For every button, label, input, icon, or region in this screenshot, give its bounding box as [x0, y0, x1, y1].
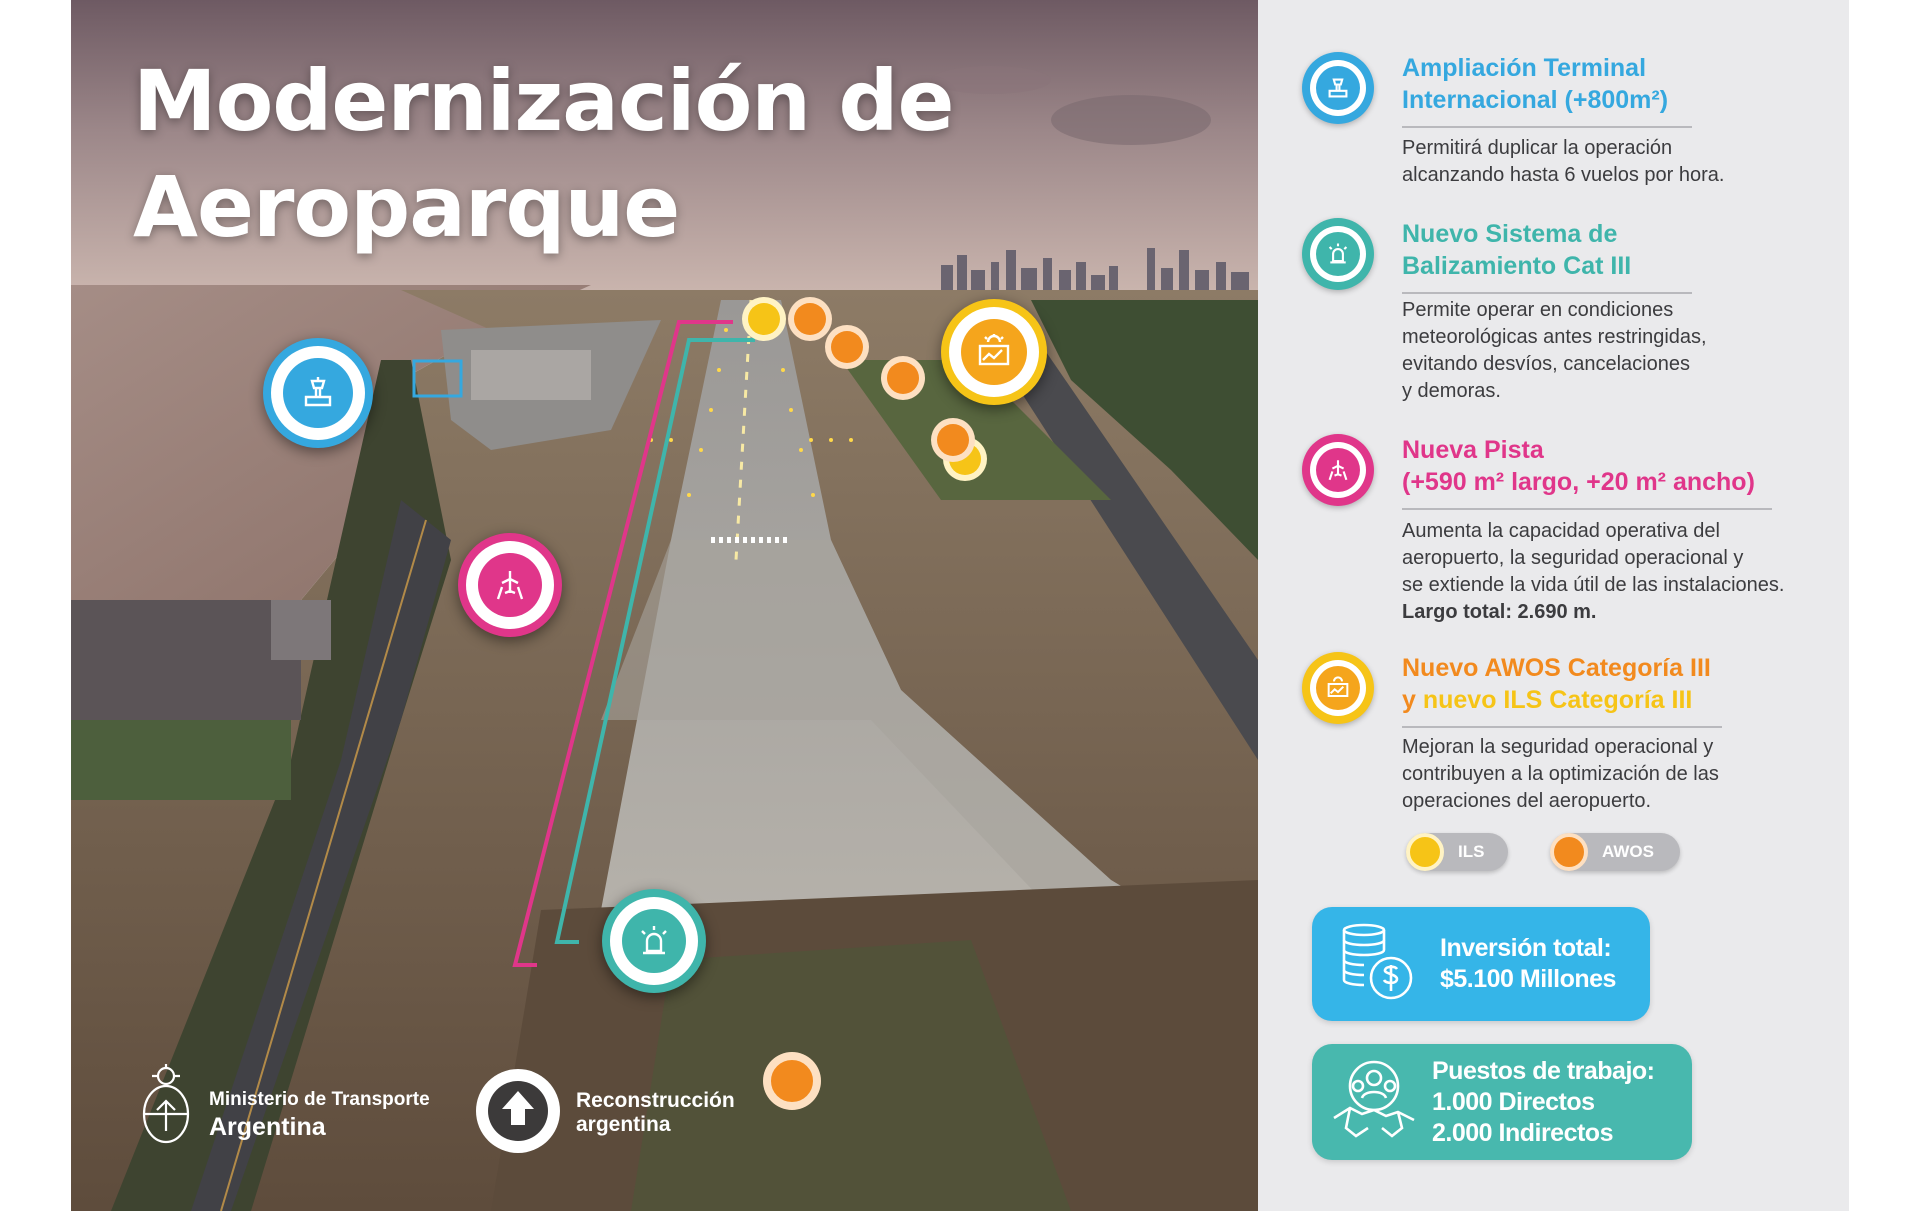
lighting-description: Permite operar en condiciones meteorológicas antes restringidas, evitando desvíos, cancelaciones y demoras. — [1402, 299, 1707, 402]
lighting-title: Nuevo Sistema de Balizamiento Cat III — [1402, 220, 1632, 280]
runway-item-badge — [1302, 434, 1374, 506]
runway-badge — [458, 533, 562, 637]
terminal-badge — [263, 338, 373, 448]
awos-marker — [931, 418, 975, 462]
terminal-description: Permitirá duplicar la operación alcanzando hasta 6 vuelos por hora. — [1402, 137, 1725, 186]
terminal-title: Ampliación Terminal Internacional (+800m²) — [1402, 54, 1669, 114]
awos-ils-badge — [941, 299, 1047, 405]
ministry-country: Argentina — [209, 1113, 326, 1141]
lighting-divider — [1402, 292, 1692, 294]
ils-marker — [742, 297, 786, 341]
title-line-2: Aeroparque — [133, 158, 680, 256]
jobs-card — [1312, 1044, 1692, 1160]
investment-text: Inversión total: $5.100 Millones — [1440, 934, 1616, 993]
control-tower-icon — [1324, 74, 1352, 102]
awos-ils-title: Nuevo AWOS Categoría III y nuevo ILS Categoría III — [1402, 654, 1711, 714]
runway-plane-icon — [1324, 456, 1352, 484]
national-coat-of-arms-icon — [137, 1064, 195, 1152]
up-arrow-icon — [474, 1067, 562, 1155]
info-panel — [1258, 0, 1849, 1211]
control-tower-icon — [298, 373, 338, 413]
lighting-badge — [602, 889, 706, 993]
terminal-divider — [1402, 126, 1692, 128]
beacon-light-icon — [1324, 240, 1352, 268]
awos-marker — [825, 325, 869, 369]
legend-ils: ILS — [1406, 833, 1508, 871]
lighting-item-badge — [1302, 218, 1374, 290]
awos-ils-description: Mejoran la seguridad operacional y contribuyen a la optimización de las operaciones del aeropuerto. — [1402, 736, 1719, 812]
investment-card — [1312, 907, 1650, 1021]
awos-ils-divider — [1402, 726, 1722, 728]
awos-ils-item-badge — [1302, 652, 1374, 724]
title-line-1: Modernización de — [133, 52, 954, 150]
coins-dollar-icon — [1336, 922, 1416, 1006]
reconstruccion-line-2: argentina — [576, 1113, 671, 1136]
runway-plane-icon — [490, 565, 530, 605]
weather-monitor-icon — [1324, 674, 1352, 702]
runway-description: Aumenta la capacidad operativa del aeropuerto, la seguridad operacional y se extiende la vida útil de las instalaciones. Largo total: 2.690 m. — [1402, 520, 1785, 623]
handshake-people-icon — [1328, 1056, 1420, 1148]
jobs-text: Puestos de trabajo: 1.000 Directos 2.000 Indirectos — [1432, 1057, 1655, 1147]
runway-divider — [1402, 508, 1772, 510]
legend-awos: AWOS — [1550, 833, 1680, 871]
beacon-light-icon — [634, 921, 674, 961]
aerial-photo — [71, 0, 1258, 1211]
terminal-item-badge — [1302, 52, 1374, 124]
page-title — [133, 48, 953, 260]
weather-monitor-icon — [973, 331, 1015, 373]
awos-marker — [763, 1052, 821, 1110]
awos-marker — [788, 297, 832, 341]
reconstruccion-line-1: Reconstrucción — [576, 1089, 735, 1112]
ministry-name: Ministerio de Transporte — [209, 1089, 430, 1110]
awos-marker — [881, 356, 925, 400]
runway-title: Nueva Pista (+590 m² largo, +20 m² ancho) — [1402, 436, 1755, 496]
